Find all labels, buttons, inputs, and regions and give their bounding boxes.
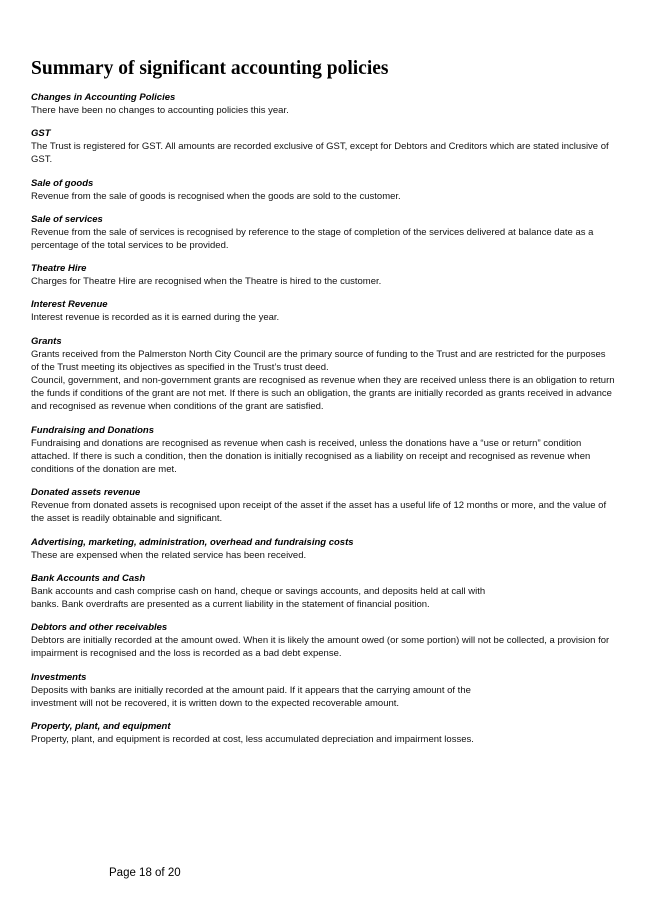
section-heading: GST — [31, 128, 51, 140]
section-heading: Theatre Hire — [31, 263, 87, 275]
section-heading: Property, plant, and equipment — [31, 721, 171, 733]
section-heading: Advertising, marketing, administration, overhead and fundraising costs — [31, 536, 354, 548]
section-gst — [31, 127, 616, 166]
section-paragraph: Grants received from the Palmerston North City Council are the primary source of funding to the Trust and are restricted for the purposes of the Trust meeting its objectives as specified in the Trust’s trust deed. — [31, 348, 606, 373]
section-paragraph: Revenue from the sale of goods is recognised when the goods are sold to the customer. — [31, 190, 401, 202]
section-fundraising-and-donations — [31, 424, 616, 477]
section-paragraph: There have been no changes to accounting policies this year. — [31, 105, 289, 116]
section-advertising-costs — [31, 536, 616, 562]
page-title: Summary of significant accounting policies — [31, 58, 389, 79]
section-heading: Bank Accounts and Cash — [31, 572, 146, 584]
section-heading: Interest Revenue — [31, 299, 108, 311]
section-paragraph: Debtors are initially recorded at the amount owed. When it is likely the amount owed (or some portion) will not be collected, a provision for impairment is recognised and the loss is recorded as a bad debt expense. — [31, 635, 610, 660]
section-paragraph: Property, plant, and equipment is recorded at cost, less accumulated depreciation and impairment losses. — [31, 734, 474, 746]
page-number: Page 18 of 20 — [109, 867, 181, 879]
section-paragraph: These are expensed when the related service has been received. — [31, 549, 307, 561]
section-investments — [31, 671, 616, 710]
section-heading: Changes in Accounting Policies — [31, 92, 176, 103]
section-paragraph: Interest revenue is recorded as it is earned during the year. — [31, 312, 280, 324]
section-heading: Donated assets revenue — [31, 487, 141, 499]
section-grants — [31, 335, 616, 414]
section-bank-accounts-and-cash — [31, 572, 616, 611]
section-paragraph: Revenue from the sale of services is recognised by reference to the stage of completion of the services delivered at balance date as a percentage of the total services to be provided. — [31, 226, 594, 252]
section-sale-of-goods — [31, 177, 616, 203]
document-page — [31, 56, 616, 756]
section-paragraph: Deposits with banks are initially recorded at the amount paid. If it appears that the carrying amount of the investment will not be recovered, it is written down to the expected recoverable amount. — [31, 684, 471, 709]
section-paragraph: Charges for Theatre Hire are recognised when the Theatre is hired to the customer. — [31, 276, 382, 288]
section-donated-assets-revenue — [31, 486, 616, 525]
section-heading: Investments — [31, 671, 87, 683]
section-heading: Sale of services — [31, 213, 103, 225]
section-heading: Fundraising and Donations — [31, 424, 154, 436]
section-heading: Sale of goods — [31, 177, 94, 189]
section-paragraph: Bank accounts and cash comprise cash on hand, cheque or savings accounts, and deposits held at call with banks. Bank overdrafts are presented as a current liability in the statement of financial position. — [31, 585, 486, 611]
section-paragraph: The Trust is registered for GST. All amounts are recorded exclusive of GST, except for Debtors and Creditors which are stated inclusive of GST. — [31, 141, 609, 166]
section-interest-revenue — [31, 298, 616, 324]
section-heading: Debtors and other receivables — [31, 622, 168, 634]
section-debtors-and-other-receivables — [31, 621, 616, 660]
section-paragraph: Fundraising and donations are recognised as revenue when cash is received, unless the donations have a “use or return” condition attached. If there is such a condition, then the donation is initially recognised as a liability on receipt and recognised as revenue when conditions of the donation are met. — [31, 437, 591, 476]
section-paragraph: Revenue from donated assets is recognised upon receipt of the asset if the asset has a useful life of 12 months or more, and the value of the asset is readily obtainable and significant. — [31, 500, 607, 525]
section-sale-of-services — [31, 213, 616, 252]
section-heading: Grants — [31, 335, 62, 347]
section-property-plant-equipment — [31, 720, 616, 746]
section-theatre-hire — [31, 262, 616, 288]
section-changes-in-accounting-policies — [31, 91, 616, 117]
section-paragraph: Council, government, and non-government grants are recognised as revenue when they are received unless there is an obligation to return the funds if conditions of the grant are not met. If there is such an obligation, the grants are initially recorded as grants received in advance and recognised as revenue when conditions of the grant are satisfied. — [31, 375, 615, 413]
